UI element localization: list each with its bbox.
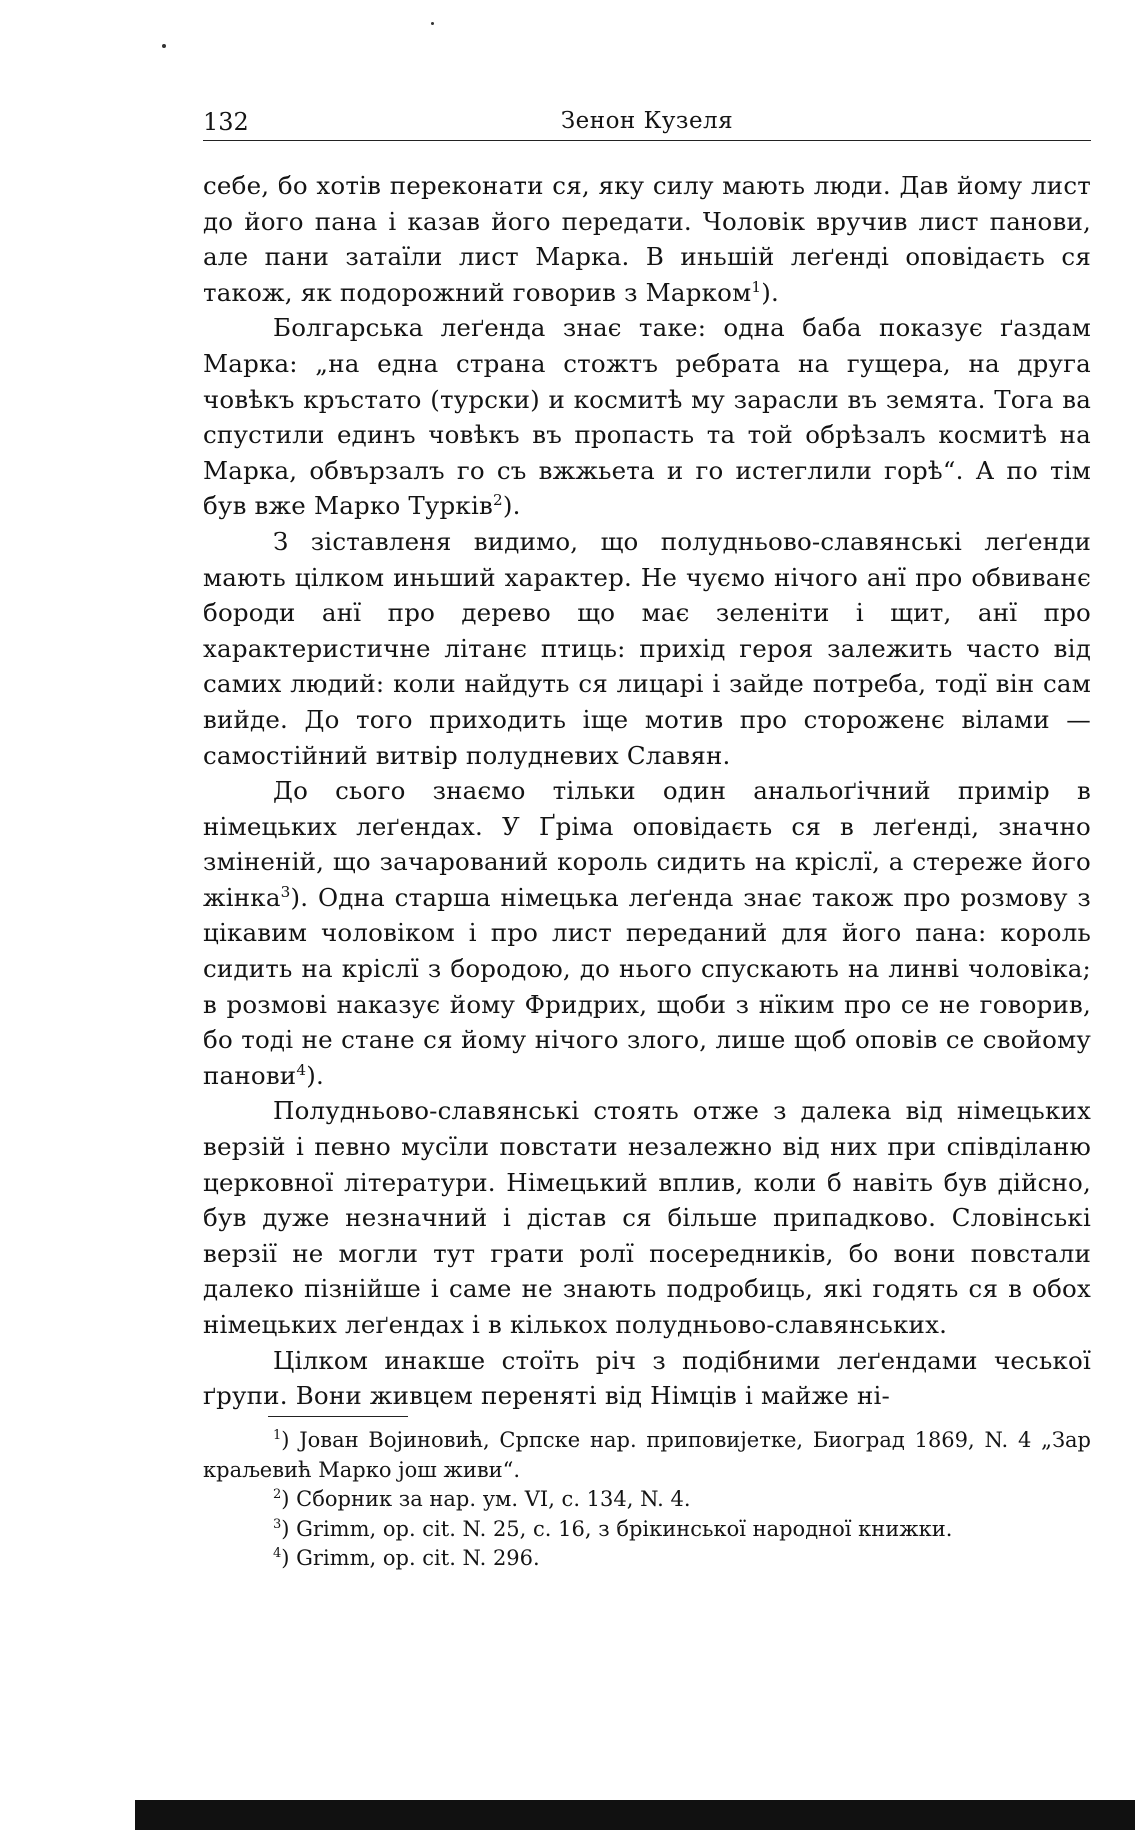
footnote-ref: 1 xyxy=(751,277,762,296)
footnote xyxy=(203,1544,1091,1574)
paragraph xyxy=(203,524,1091,773)
body-text xyxy=(203,168,1091,1414)
footnote xyxy=(203,1426,1091,1485)
paragraph-text: ). xyxy=(761,277,779,307)
footnote xyxy=(203,1485,1091,1515)
scan-edge-artifact xyxy=(135,1800,1135,1830)
paragraph-text: ). xyxy=(306,1060,324,1090)
footnote-ref: 3 xyxy=(280,882,291,901)
footnote-text: ) Сборник за нар. ум. VI, с. 134, N. 4. xyxy=(281,1487,691,1511)
running-head: Зенон Кузеля xyxy=(560,108,734,134)
paragraph xyxy=(203,168,1091,310)
paragraph-text: Полудньово-славянські стоять отже з далека від німецьких верзій і певно мусїли повстати незалежно від них при співділаню церковної літератури. Німецький вплив, коли б навіть був дійсно, був дуже незначний і дістав ся більше припадково. Словінські верзії не могли тут грати ролї посередників, бо вони повстали далеко пізнійше і саме не знають подробиць, які годять ся в обох німецьких леґендах і в кількох полудньово-славянських. xyxy=(203,1096,1091,1339)
paragraph-text: До сього знаємо тільки один анальоґічний примір в німецьких леґендах. У Ґріма оповідаєть ся в леґенді, значно зміненій, що зачарований король сидить на кріслї, а стереже його жінка xyxy=(203,776,1091,912)
page-header xyxy=(203,104,1091,141)
scan-speck xyxy=(162,44,166,48)
paragraph-text: Цілком инакше стоїть річ з подібними леґендами чеської ґрупи. Вони живцем переняті від Німців і майже ні- xyxy=(203,1345,1091,1411)
paragraph-text: З зіставленя видимо, що полудньово-славянські леґенди мають цілком иньший характер. Не чуємо нічого анї про обвиванє бороди анї про дерево що має зеленіти і щит, анї про характеристичне літанє птиць: прихід героя залежить часто від самих людий: коли найдуть ся лицарі і зайде потреба, тодї він сам вийде. До того приходить іще мотив про стороженє вілами — самостійний витвір полудневих Славян. xyxy=(203,526,1091,770)
footnote-mark: 2 xyxy=(273,1487,282,1502)
paragraph xyxy=(203,1093,1091,1342)
footnote-text: ) Grimm, op. cit. N. 296. xyxy=(281,1546,540,1570)
footnote-mark: 3 xyxy=(273,1516,282,1532)
footnotes xyxy=(203,1426,1091,1574)
footnote xyxy=(203,1515,1091,1545)
paragraph-text: ). xyxy=(502,491,521,521)
page-number: 132 xyxy=(203,108,249,136)
footnote-ref: 2 xyxy=(492,491,503,510)
footnote-text: ) Grimm, op. cit. N. 25, с. 16, з брікинської народної книжки. xyxy=(281,1516,953,1541)
scan-speck xyxy=(431,22,434,25)
footnote-mark: 4 xyxy=(273,1546,282,1561)
footnote-separator xyxy=(268,1416,408,1417)
footnote-ref: 4 xyxy=(296,1060,307,1079)
footnote-text: ) Јован Војиновић, Српске нар. приповијетке, Биоград 1869, N. 4 „Зар краљевић Марко још живи“. xyxy=(203,1428,1091,1482)
paragraph xyxy=(203,773,1091,1093)
paragraph xyxy=(203,310,1091,524)
paragraph xyxy=(203,1343,1091,1414)
paragraph-text: ). Одна старша німецька леґенда знає також про розмову з цікавим чоловіком і про лист переданий для його пана: король сидить на кріслї з бородою, до нього спускають на линві чоловіка; в розмові наказує йому Фридрих, щоби з нїким про се не говорив, бо тоді не стане ся йому нічого злого, лише щоб оповів се свойому панови xyxy=(203,882,1091,1090)
paragraph-text: себе, бо хотів переконати ся, яку силу мають люди. Дав йому лист до його пана і казав його передати. Чоловік вручив лист панови, але пани затаїли лист Марка. В иньшій леґенді оповідаєть ся також, як подорожний говорив з Марком xyxy=(203,171,1091,307)
paragraph-text: Болгарська леґенда знає таке: одна баба показує ґаздам Марка: „на една страна стожтъ ребрата на гущера, на друга човѣкъ кръстато (турски) и космитѣ му зарасли въ земята. Тога ва спустили единъ човѣкъ въ пропасть та той обрѣзалъ космитѣ на Марка, обвързалъ го съ вжжьета и го истеглили горѣ“. А по тім був вже Марко Турків xyxy=(203,313,1091,521)
footnote-mark: 1 xyxy=(273,1428,282,1443)
